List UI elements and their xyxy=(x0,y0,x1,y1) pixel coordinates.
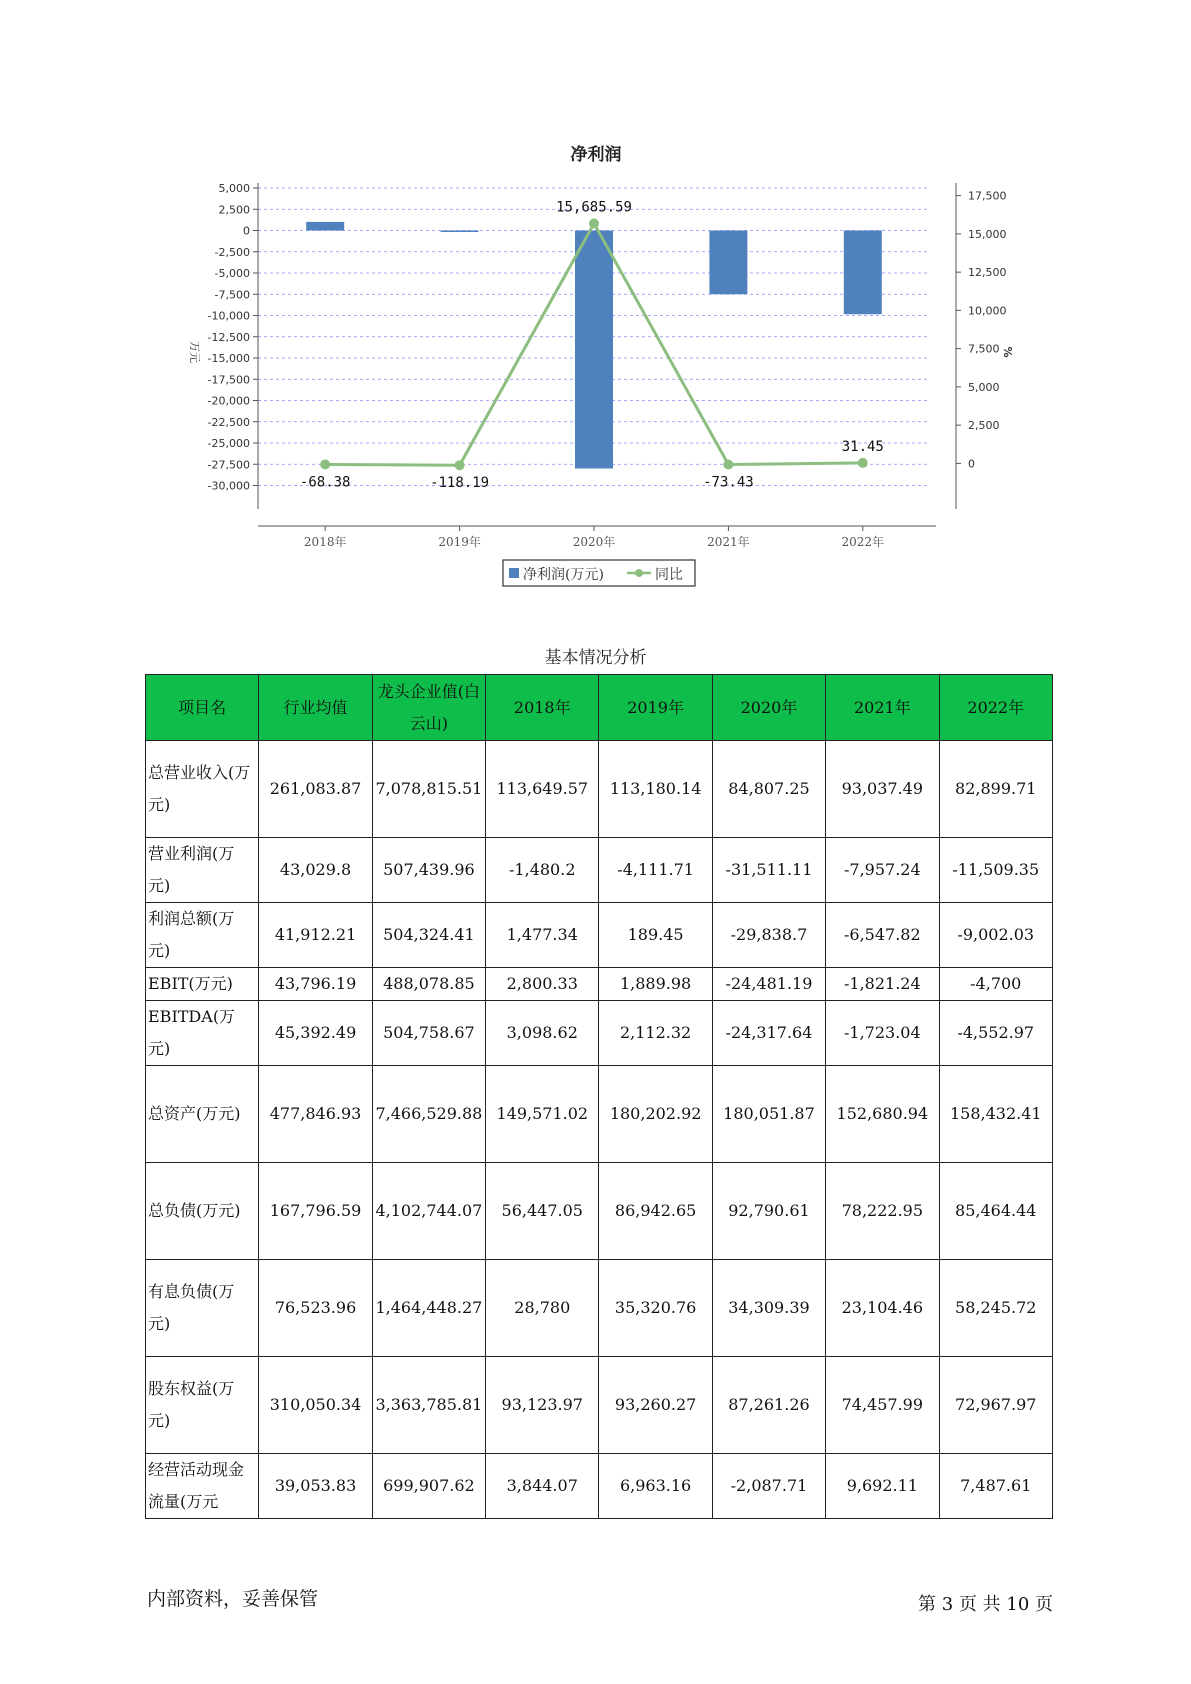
left-tick-label: -12,500 xyxy=(207,330,250,344)
table-cell: 76,523.96 xyxy=(259,1260,372,1357)
table-cell: 2,800.33 xyxy=(486,968,599,1001)
row-label: 营业利润(万元) xyxy=(146,838,259,903)
table-cell: 1,889.98 xyxy=(599,968,712,1001)
header-2019: 2019年 xyxy=(599,675,712,741)
table-cell: 82,899.71 xyxy=(939,741,1052,838)
table-cell: 28,780 xyxy=(486,1260,599,1357)
left-tick-label: -27,500 xyxy=(207,458,250,472)
right-tick-label: 12,500 xyxy=(968,266,1007,280)
table-cell: 93,123.97 xyxy=(486,1357,599,1454)
left-tick-label: -17,500 xyxy=(207,373,250,387)
yoy-point xyxy=(320,459,330,469)
table-cell: 86,942.65 xyxy=(599,1163,712,1260)
right-tick-label: 2,500 xyxy=(968,419,1000,433)
table-cell: -1,723.04 xyxy=(826,1001,939,1066)
table-row xyxy=(146,968,1053,1001)
left-tick-label: -22,500 xyxy=(207,415,250,429)
table-cell: 261,083.87 xyxy=(259,741,372,838)
yoy-point xyxy=(723,460,733,470)
left-tick-label: -20,000 xyxy=(207,394,250,408)
yoy-data-label: -118.19 xyxy=(430,475,490,492)
table-cell: 167,796.59 xyxy=(259,1163,372,1260)
table-cell: 6,963.16 xyxy=(599,1454,712,1519)
table-cell: 504,758.67 xyxy=(372,1001,485,1066)
net-profit-bar xyxy=(575,231,613,469)
row-label: EBIT(万元) xyxy=(146,968,259,1001)
row-label: EBITDA(万元) xyxy=(146,1001,259,1066)
table-cell: 78,222.95 xyxy=(826,1163,939,1260)
table-cell: 34,309.39 xyxy=(712,1260,825,1357)
bar-series xyxy=(306,222,882,469)
table-cell: 149,571.02 xyxy=(486,1066,599,1163)
net-profit-bar xyxy=(709,231,747,295)
right-tick-label: 0 xyxy=(968,457,975,471)
right-tick-label: 10,000 xyxy=(968,304,1007,318)
left-tick-label: -7,500 xyxy=(214,288,250,302)
basic-analysis-table xyxy=(145,674,1053,1519)
x-tick-label: 2021年 xyxy=(707,535,750,549)
table-cell: 189.45 xyxy=(599,903,712,968)
table-cell: -9,002.03 xyxy=(939,903,1052,968)
row-label: 利润总额(万元) xyxy=(146,903,259,968)
table-cell: 504,324.41 xyxy=(372,903,485,968)
table-cell: 507,439.96 xyxy=(372,838,485,903)
footer-page-number: 第 3 页 共 10 页 xyxy=(918,1594,1053,1615)
yoy-data-label: 31.45 xyxy=(841,438,884,455)
legend-bar-label: 净利润(万元) xyxy=(523,567,604,583)
left-tick-label: 2,500 xyxy=(218,203,250,217)
row-label: 有息负债(万元) xyxy=(146,1260,259,1357)
footer-confidential: 内部资料，妥善保管 xyxy=(147,1588,319,1610)
left-tick-label: 5,000 xyxy=(218,182,250,195)
table-row xyxy=(146,1163,1053,1260)
table-cell: 180,051.87 xyxy=(712,1066,825,1163)
table-cell: 72,967.97 xyxy=(939,1357,1052,1454)
table-cell: 3,363,785.81 xyxy=(372,1357,485,1454)
right-tick-label: 17,500 xyxy=(968,189,1007,203)
table-cell: -6,547.82 xyxy=(826,903,939,968)
table-cell: 4,102,744.07 xyxy=(372,1163,485,1260)
yoy-point xyxy=(455,460,465,470)
row-label: 经营活动现金流量(万元 xyxy=(146,1454,259,1519)
table-cell: 56,447.05 xyxy=(486,1163,599,1260)
table-cell: -7,957.24 xyxy=(826,838,939,903)
table-cell: -29,838.7 xyxy=(712,903,825,968)
table-row xyxy=(146,1357,1053,1454)
table-cell: -24,317.64 xyxy=(712,1001,825,1066)
table-cell: 43,796.19 xyxy=(259,968,372,1001)
table-cell: 477,846.93 xyxy=(259,1066,372,1163)
net-profit-bar xyxy=(844,231,882,315)
header-2020: 2020年 xyxy=(712,675,825,741)
table-cell: 9,692.11 xyxy=(826,1454,939,1519)
row-label: 总营业收入(万元) xyxy=(146,741,259,838)
table-cell: 7,466,529.88 xyxy=(372,1066,485,1163)
x-tick-label: 2018年 xyxy=(303,535,347,549)
yoy-data-label: 15,685.59 xyxy=(556,199,632,216)
table-cell: -31,511.11 xyxy=(712,838,825,903)
table-cell: 23,104.46 xyxy=(826,1260,939,1357)
table-cell: -4,111.71 xyxy=(599,838,712,903)
table-cell: 699,907.62 xyxy=(372,1454,485,1519)
table-cell: -2,087.71 xyxy=(712,1454,825,1519)
table-cell: 87,261.26 xyxy=(712,1357,825,1454)
table-cell: 41,912.21 xyxy=(259,903,372,968)
table-cell: -1,821.24 xyxy=(826,968,939,1001)
table-cell: -1,480.2 xyxy=(486,838,599,903)
left-tick-label: -15,000 xyxy=(207,352,250,365)
legend-bar-swatch xyxy=(509,568,519,578)
table-cell: 2,112.32 xyxy=(599,1001,712,1066)
table-cell: 84,807.25 xyxy=(712,741,825,838)
row-label: 总负债(万元) xyxy=(146,1163,259,1260)
table-cell: 58,245.72 xyxy=(939,1260,1052,1357)
left-tick-label: -30,000 xyxy=(207,479,250,493)
table-row xyxy=(146,1066,1053,1163)
table-cell: 113,180.14 xyxy=(599,741,712,838)
table-cell: 158,432.41 xyxy=(939,1066,1052,1163)
right-tick-label: 15,000 xyxy=(968,227,1007,241)
right-tick-label: 7,500 xyxy=(968,342,1000,356)
yoy-data-label: -73.43 xyxy=(703,474,754,491)
net-profit-chart xyxy=(0,0,1191,610)
table-cell: -24,481.19 xyxy=(712,968,825,1001)
legend-line-marker xyxy=(635,569,643,577)
table-cell: 93,260.27 xyxy=(599,1357,712,1454)
table-cell: 113,649.57 xyxy=(486,741,599,838)
left-tick-label: -25,000 xyxy=(207,437,250,450)
table-row xyxy=(146,1260,1053,1357)
left-axis-unit: 万元 xyxy=(188,341,201,363)
x-tick-label: 2020年 xyxy=(572,535,616,549)
legend-line-label: 同比 xyxy=(655,567,683,583)
table-row xyxy=(146,1454,1053,1519)
yoy-point xyxy=(858,458,868,468)
table-cell: 45,392.49 xyxy=(259,1001,372,1066)
row-label: 总资产(万元) xyxy=(146,1066,259,1163)
table-header-row xyxy=(146,675,1053,741)
table-cell: 7,078,815.51 xyxy=(372,741,485,838)
table-row xyxy=(146,903,1053,968)
net-profit-bar xyxy=(441,231,479,233)
yoy-point xyxy=(589,218,599,228)
chart-title: 净利润 xyxy=(570,145,622,165)
legend xyxy=(503,560,695,586)
table-row xyxy=(146,741,1053,838)
header-2022: 2022年 xyxy=(939,675,1052,741)
table-cell: 92,790.61 xyxy=(712,1163,825,1260)
table-caption: 基本情况分析 xyxy=(544,648,647,668)
table-cell: 85,464.44 xyxy=(939,1163,1052,1260)
table-cell: 43,029.8 xyxy=(259,838,372,903)
table-cell: -4,552.97 xyxy=(939,1001,1052,1066)
right-axis-unit: % xyxy=(1001,346,1014,358)
table-row xyxy=(146,838,1053,903)
x-tick-label: 2022年 xyxy=(841,535,885,549)
table-cell: 310,050.34 xyxy=(259,1357,372,1454)
header-item-name: 项目名 xyxy=(146,675,259,741)
table-cell: 39,053.83 xyxy=(259,1454,372,1519)
right-tick-label: 5,000 xyxy=(968,380,1000,394)
table-cell: 93,037.49 xyxy=(826,741,939,838)
table-cell: 35,320.76 xyxy=(599,1260,712,1357)
row-label: 股东权益(万元) xyxy=(146,1357,259,1454)
table-cell: 7,487.61 xyxy=(939,1454,1052,1519)
yoy-data-label: -68.38 xyxy=(299,474,351,491)
left-tick-label: 0 xyxy=(243,224,250,238)
net-profit-bar xyxy=(306,222,344,231)
header-2021: 2021年 xyxy=(826,675,939,741)
header-industry-avg: 行业均值 xyxy=(259,675,372,741)
header-leader-value: 龙头企业值(白云山) xyxy=(372,675,485,741)
header-2018: 2018年 xyxy=(486,675,599,741)
table-cell: 1,477.34 xyxy=(486,903,599,968)
left-tick-label: -10,000 xyxy=(207,309,250,323)
table-cell: 3,844.07 xyxy=(486,1454,599,1519)
table-cell: 74,457.99 xyxy=(826,1357,939,1454)
table-cell: -11,509.35 xyxy=(939,838,1052,903)
table-row xyxy=(146,1001,1053,1066)
table-cell: 1,464,448.27 xyxy=(372,1260,485,1357)
table-cell: 3,098.62 xyxy=(486,1001,599,1066)
table-cell: 152,680.94 xyxy=(826,1066,939,1163)
x-tick-label: 2019年 xyxy=(438,535,481,549)
table-cell: 180,202.92 xyxy=(599,1066,712,1163)
left-tick-label: -5,000 xyxy=(214,267,250,280)
table-cell: 488,078.85 xyxy=(372,968,485,1001)
table-cell: -4,700 xyxy=(939,968,1052,1001)
left-tick-label: -2,500 xyxy=(214,245,250,259)
